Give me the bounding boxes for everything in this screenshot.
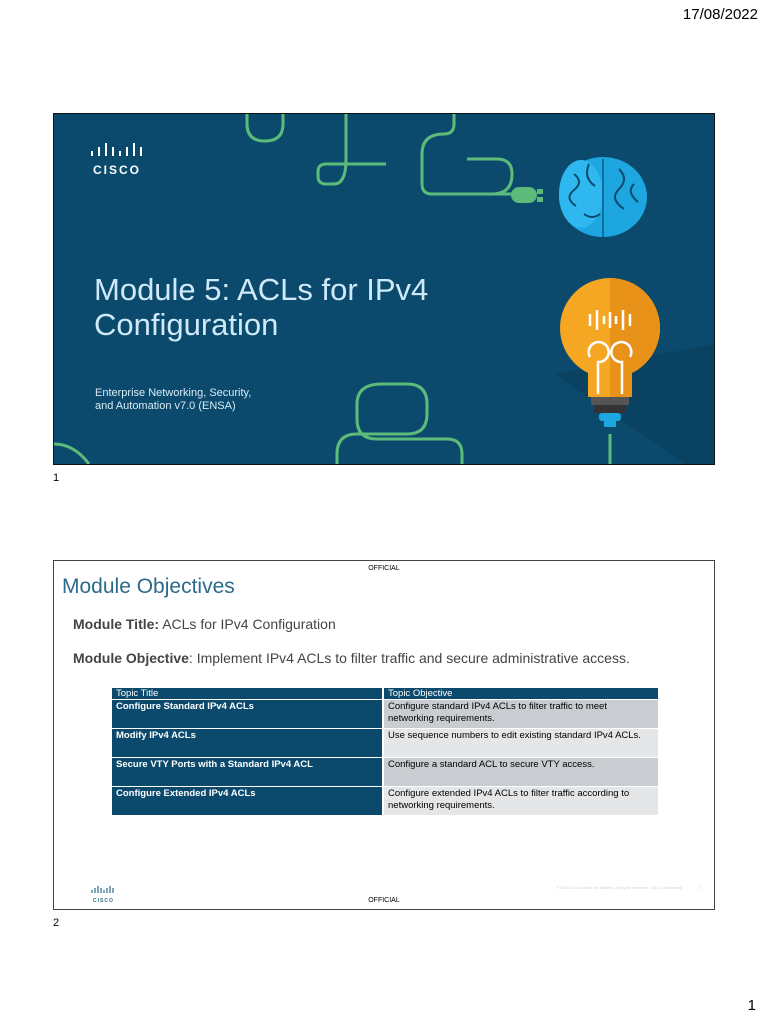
table-row — [112, 729, 658, 757]
brain-icon — [559, 157, 647, 237]
table-row — [112, 787, 658, 815]
cisco-logo-small-text: CISCO — [93, 898, 114, 904]
table-header-row — [112, 688, 658, 699]
slide-title-line1: Module 5: ACLs for IPv4 — [94, 272, 429, 307]
slide-title: Module Objectives — [62, 575, 235, 598]
topic-objective-cell: Configure a standard ACL to secure VTY access. — [384, 758, 658, 786]
subtitle-line1: Enterprise Networking, Security, — [95, 387, 252, 399]
module-title-line — [73, 616, 336, 632]
copyright-text: © 2016 Cisco and/or its affiliates. All rights reserved. Cisco Confidential — [556, 885, 682, 890]
slide-title-line2: Configuration — [94, 307, 279, 342]
topic-objective-cell: Use sequence numbers to edit existing standard IPv4 ACLs. — [384, 729, 658, 757]
subtitle-line2: and Automation v7.0 (ENSA) — [95, 400, 236, 412]
topic-objective-cell: Configure standard IPv4 ACLs to filter traffic to meet networking requirements. — [384, 700, 658, 728]
topic-objective-cell: Configure extended IPv4 ACLs to filter traffic according to networking requirements. — [384, 787, 658, 815]
topic-title-cell: Configure Standard IPv4 ACLs — [112, 700, 382, 728]
slide-number-2: 2 — [53, 917, 60, 929]
cisco-bars-icon — [90, 885, 116, 893]
plug-icon — [511, 187, 543, 203]
slide-title — [94, 272, 514, 342]
slide-page-number: 2 — [697, 885, 700, 890]
slide-number-1: 1 — [53, 472, 60, 484]
module-title-label: Module Title: — [73, 616, 160, 632]
lightbulb-icon — [554, 278, 714, 464]
objectives-slide — [53, 560, 715, 910]
cisco-logo — [89, 142, 147, 177]
column-header-topic-objective: Topic Objective — [384, 688, 658, 699]
print-date: 17/08/2022 — [682, 6, 758, 23]
topic-title-cell: Modify IPv4 ACLs — [112, 729, 382, 757]
column-header-topic-title: Topic Title — [112, 688, 382, 699]
table-row — [112, 758, 658, 786]
module-objective-value: : Implement IPv4 ACLs to filter traffic and secure administrative access. — [188, 650, 630, 666]
page-number: 1 — [747, 997, 756, 1014]
module-objective-label: Module Objective — [73, 650, 189, 666]
module-objective-line — [73, 650, 630, 666]
slide-subtitle — [95, 387, 295, 413]
table-row — [112, 700, 658, 728]
module-title-value: ACLs for IPv4 Configuration — [159, 616, 336, 632]
official-label-top: OFFICIAL — [368, 565, 400, 572]
cisco-logo-text: CISCO — [93, 163, 142, 177]
topic-title-cell: Secure VTY Ports with a Standard IPv4 ACL — [112, 758, 382, 786]
title-slide — [53, 113, 715, 465]
objectives-table — [110, 687, 660, 816]
official-label-bottom: OFFICIAL — [368, 897, 400, 904]
topic-title-cell: Configure Extended IPv4 ACLs — [112, 787, 382, 815]
cisco-bars-icon — [89, 142, 147, 158]
